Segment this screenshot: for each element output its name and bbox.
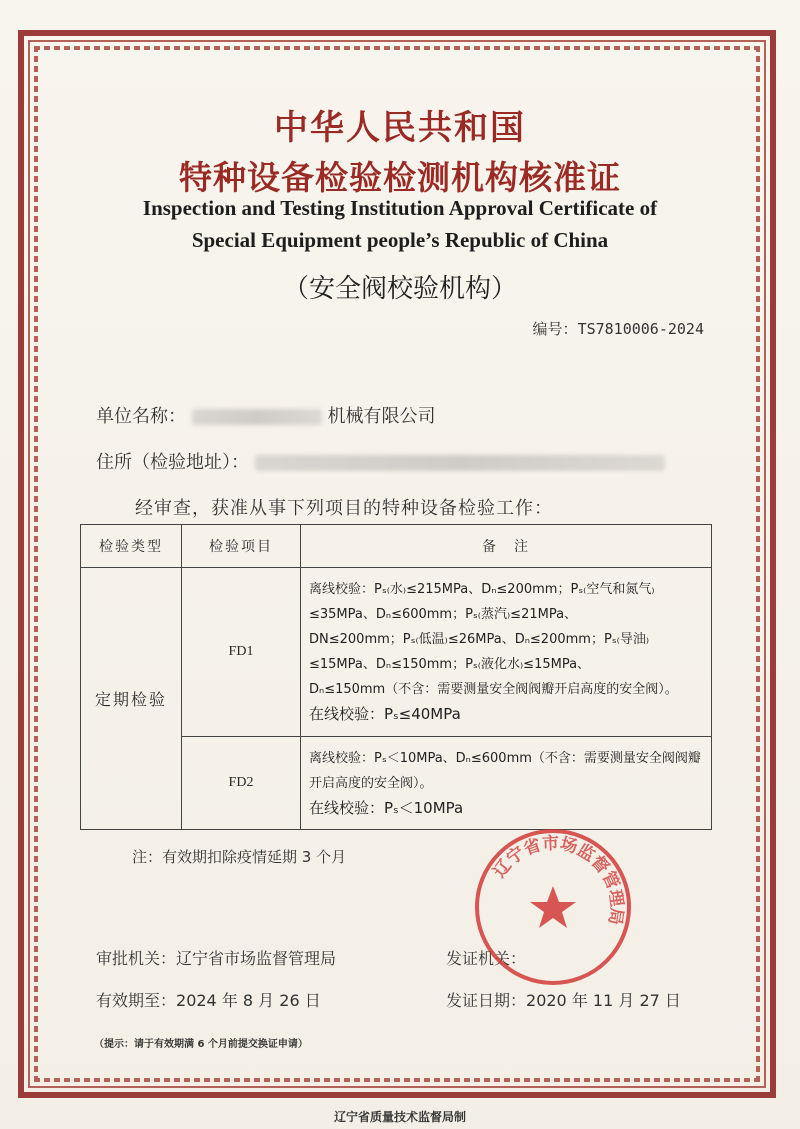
remark-cell xyxy=(301,568,712,737)
online-line: 在线校验：Pₛ≤40MPa xyxy=(309,705,461,723)
remark-line: Dₙ≤150mm（不含：需要测量安全阀阀瓣开启高度的安全阀）。 xyxy=(309,682,678,697)
online-line: 在线校验：Pₛ＜10MPa xyxy=(309,798,464,817)
title-cn-line2: 特种设备检验检测机构核准证 xyxy=(179,158,621,197)
seal-text: 辽宁省市场监督管理局 xyxy=(489,833,627,927)
note: 注：有效期扣除疫情延期 3 个月 xyxy=(132,848,347,866)
header-remark: 备 注 xyxy=(301,525,712,568)
remark-line: 离线校验：Pₛ＜10MPa、Dₙ≤600mm（不含：需要测量安全阀阀瓣开启高度的安全阀）。 xyxy=(309,750,701,791)
title-en-line1: Inspection and Testing Institution Approval Certificate of xyxy=(142,196,658,220)
official-seal-icon xyxy=(472,826,634,988)
cert-number-label: 编号： xyxy=(532,320,578,338)
subtitle: （安全阀校验机构） xyxy=(282,274,517,304)
remark-cell xyxy=(301,737,712,830)
header-type: 检验类型 xyxy=(81,525,182,568)
header-item: 检验项目 xyxy=(182,525,301,568)
renewal-hint: （提示：请于有效期满 6 个月前提交换证申请） xyxy=(94,1039,308,1050)
fret-top xyxy=(34,46,760,50)
inspection-items-table xyxy=(80,524,712,830)
title-cn-line1: 中华人民共和国 xyxy=(274,108,526,148)
unit-name-label: 单位名称： xyxy=(96,406,186,427)
issue-date-label: 发证日期： xyxy=(446,991,527,1010)
unit-name-value: 机械有限公司 xyxy=(327,406,436,427)
issue-date xyxy=(446,988,681,1011)
footer: 辽宁省质量技术监督局制 xyxy=(333,1110,466,1124)
title-en-line2: Special Equipment people’s Republic of China xyxy=(191,228,609,252)
table-row xyxy=(81,568,712,737)
item-cell: FD2 xyxy=(182,737,301,830)
item-cell: FD1 xyxy=(182,568,301,737)
remark-line: DN≤200mm；Pₛ₍低温₎≤26MPa、Dₙ≤200mm；Pₛ₍导油₎≤15MPa、Dₙ≤150mm；Pₛ₍液化水₎≤15MPa、 xyxy=(309,632,650,672)
cert-number-value: TS7810006-2024 xyxy=(577,320,704,338)
redacted-address xyxy=(255,455,665,471)
valid-until-value: 2024 年 8 月 26 日 xyxy=(176,991,321,1010)
unit-name-field xyxy=(96,402,435,428)
certificate-number xyxy=(533,318,704,339)
remark-line: 离线校验：Pₛ₍水₎≤215MPa、Dₙ≤200mm；Pₛ₍空气和氮气₎≤35MPa、Dₙ≤600mm；Pₛ₍蒸汽₎≤21MPa、 xyxy=(309,582,655,622)
issuing-authority-label: 发证机关： xyxy=(446,949,527,968)
approval-authority-label: 审批机关： xyxy=(96,949,177,968)
table-header-row xyxy=(81,525,712,568)
approval-text: 经审查，获准从事下列项目的特种设备检验工作： xyxy=(135,498,553,519)
issue-date-value: 2020 年 11 月 27 日 xyxy=(526,991,681,1010)
approval-authority-value: 辽宁省市场监督管理局 xyxy=(176,949,337,968)
redacted-block xyxy=(192,409,322,425)
fret-bottom xyxy=(34,1078,760,1082)
valid-until-label: 有效期至： xyxy=(96,991,177,1010)
address-field xyxy=(96,448,665,474)
approval-authority xyxy=(96,946,336,969)
valid-until xyxy=(96,988,321,1011)
address-label: 住所（检验地址）： xyxy=(96,452,249,473)
type-cell: 定期检验 xyxy=(81,568,182,830)
